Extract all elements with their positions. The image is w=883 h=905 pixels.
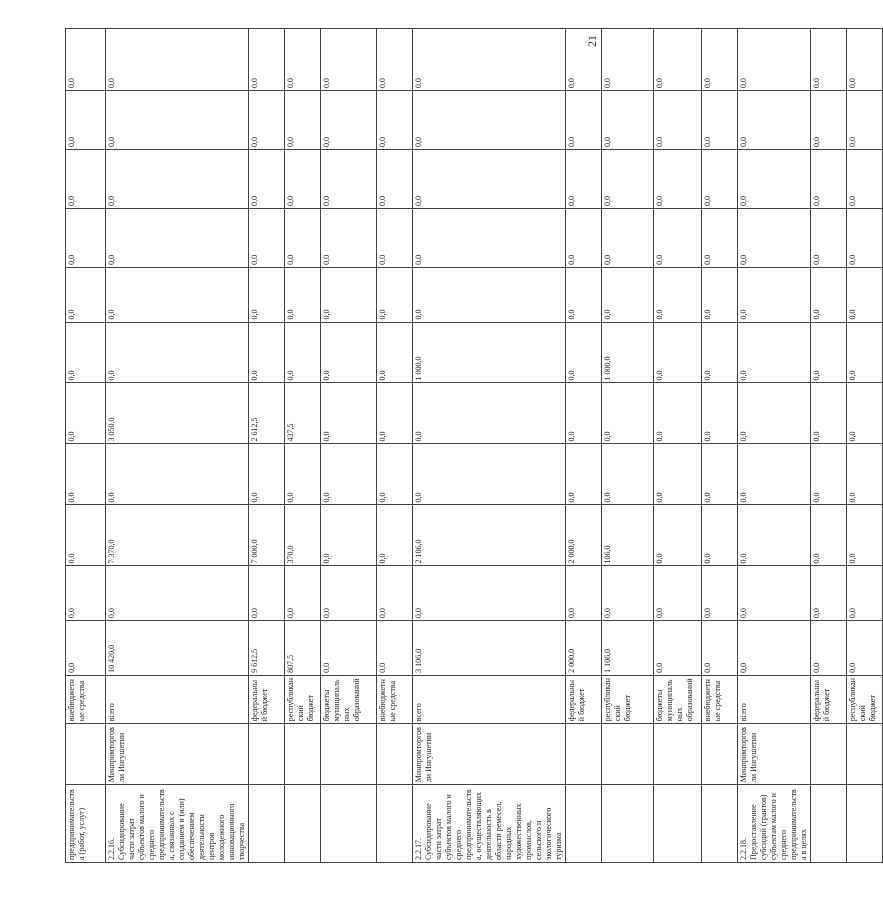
row-responsible-cell bbox=[321, 724, 377, 785]
value-cell: 0,0 bbox=[413, 444, 566, 505]
value-cell: 0,0 bbox=[377, 383, 413, 444]
row-responsible-cell bbox=[249, 724, 285, 785]
value-cell: 0,0 bbox=[285, 566, 321, 621]
value-cell: 0,0 bbox=[811, 383, 847, 444]
row-responsible-cell: Минпромторговли Ингушетии bbox=[106, 724, 249, 785]
value-cell: 1 000,0 bbox=[602, 322, 654, 383]
value-cell: 0,0 bbox=[106, 322, 249, 383]
value-cell: 0,0 bbox=[702, 566, 738, 621]
row-responsible-cell: Минпромторговли Ингушетии bbox=[738, 724, 811, 785]
value-cell: 0,0 bbox=[602, 444, 654, 505]
row-source-cell: федеральный бюджет bbox=[811, 675, 847, 723]
value-cell: 0,0 bbox=[702, 444, 738, 505]
value-cell: 0,0 bbox=[377, 566, 413, 621]
value-cell: 0,0 bbox=[66, 444, 106, 505]
value-cell: 0,0 bbox=[66, 383, 106, 444]
value-cell: 0,0 bbox=[847, 505, 883, 566]
value-cell: 0,0 bbox=[847, 383, 883, 444]
value-cell: 0,0 bbox=[321, 29, 377, 91]
value-cell: 0,0 bbox=[811, 322, 847, 383]
value-cell: 0,0 bbox=[285, 322, 321, 383]
value-cell: 0,0 bbox=[377, 505, 413, 566]
value-cell: 0,0 bbox=[602, 208, 654, 267]
value-cell: 0,0 bbox=[847, 29, 883, 91]
row-source-cell: всего bbox=[106, 675, 249, 723]
value-cell: 0,0 bbox=[66, 621, 106, 676]
page-number: 21 bbox=[585, 35, 599, 47]
value-cell: 1 106,0 bbox=[602, 621, 654, 676]
row-responsible-cell bbox=[377, 724, 413, 785]
value-cell: 0,0 bbox=[106, 150, 249, 209]
value-cell: 0,0 bbox=[413, 566, 566, 621]
value-cell: 0,0 bbox=[285, 267, 321, 322]
table-row bbox=[602, 29, 654, 863]
row-source-cell: бюджеты муниципальных образований bbox=[654, 675, 702, 723]
value-cell: 0,0 bbox=[738, 322, 811, 383]
value-cell: 0,0 bbox=[66, 208, 106, 267]
value-cell: 0,0 bbox=[654, 322, 702, 383]
value-cell: 0,0 bbox=[106, 208, 249, 267]
value-cell: 0,0 bbox=[811, 621, 847, 676]
value-cell: 0,0 bbox=[602, 29, 654, 91]
table-row bbox=[847, 29, 883, 863]
value-cell: 0,0 bbox=[847, 267, 883, 322]
row-name-cell: 2.2.16. Субсидирование части затрат субъектов малого и среднего предпринимательства, связанных с созданием и (или) обеспечением деятельности центров молодежного инновационного творчества bbox=[106, 785, 249, 863]
value-cell: 0,0 bbox=[285, 208, 321, 267]
table-row bbox=[377, 29, 413, 863]
row-source-cell: республиканский бюджет bbox=[285, 675, 321, 723]
value-cell: 0,0 bbox=[738, 444, 811, 505]
value-cell: 7 370,0 bbox=[106, 505, 249, 566]
value-cell: 10 420,0 bbox=[106, 621, 249, 676]
value-cell: 0,0 bbox=[321, 621, 377, 676]
value-cell: 0,0 bbox=[106, 566, 249, 621]
value-cell: 3 050,0 bbox=[106, 383, 249, 444]
value-cell: 9 612,5 bbox=[249, 621, 285, 676]
row-source-cell: бюджеты муниципальных образований bbox=[321, 675, 377, 723]
row-source-cell: республиканский бюджет bbox=[602, 675, 654, 723]
value-cell: 0,0 bbox=[654, 505, 702, 566]
table-row bbox=[321, 29, 377, 863]
value-cell: 0,0 bbox=[377, 29, 413, 91]
value-cell: 0,0 bbox=[654, 267, 702, 322]
row-responsible-cell bbox=[702, 724, 738, 785]
row-name-cell: 2.2.17. Субсидирование части затрат субъектов малого и среднего предпринимательства, осуществляющих деятельность в области ремесел, народных художественных промыслов, сельского и экологического туризма bbox=[413, 785, 566, 863]
budget-table bbox=[65, 28, 883, 863]
value-cell: 0,0 bbox=[738, 505, 811, 566]
value-cell: 0,0 bbox=[321, 444, 377, 505]
row-name-cell bbox=[566, 785, 602, 863]
value-cell: 0,0 bbox=[321, 383, 377, 444]
value-cell: 0,0 bbox=[66, 566, 106, 621]
value-cell: 0,0 bbox=[847, 208, 883, 267]
value-cell: 0,0 bbox=[66, 150, 106, 209]
row-source-cell: внебюджетные средства bbox=[702, 675, 738, 723]
value-cell: 0,0 bbox=[702, 267, 738, 322]
value-cell: 0,0 bbox=[413, 208, 566, 267]
value-cell: 0,0 bbox=[738, 383, 811, 444]
value-cell: 2 106,0 bbox=[413, 505, 566, 566]
row-responsible-cell bbox=[847, 724, 883, 785]
value-cell: 0,0 bbox=[602, 566, 654, 621]
value-cell: 0,0 bbox=[106, 444, 249, 505]
value-cell: 0,0 bbox=[377, 322, 413, 383]
value-cell: 0,0 bbox=[738, 29, 811, 91]
value-cell: 0,0 bbox=[249, 322, 285, 383]
value-cell: 0,0 bbox=[702, 621, 738, 676]
value-cell: 0,0 bbox=[566, 444, 602, 505]
value-cell: 0,0 bbox=[413, 150, 566, 209]
value-cell: 807,5 bbox=[285, 621, 321, 676]
row-source-cell: всего bbox=[413, 675, 566, 723]
value-cell: 0,0 bbox=[738, 208, 811, 267]
value-cell: 0,0 bbox=[377, 444, 413, 505]
value-cell: 0,0 bbox=[66, 505, 106, 566]
value-cell: 2 000,0 bbox=[566, 621, 602, 676]
value-cell: 0,0 bbox=[811, 505, 847, 566]
value-cell: 0,0 bbox=[738, 621, 811, 676]
value-cell: 0,0 bbox=[702, 208, 738, 267]
row-name-cell bbox=[249, 785, 285, 863]
row-source-cell: федеральный бюджет bbox=[249, 675, 285, 723]
value-cell: 0,0 bbox=[249, 444, 285, 505]
row-name-cell bbox=[847, 785, 883, 863]
value-cell: 0,0 bbox=[413, 29, 566, 91]
value-cell: 0,0 bbox=[377, 267, 413, 322]
value-cell: 0,0 bbox=[321, 267, 377, 322]
row-source-cell: внебюджетные средства bbox=[66, 675, 106, 723]
value-cell: 0,0 bbox=[377, 208, 413, 267]
value-cell: 0,0 bbox=[847, 322, 883, 383]
table-row bbox=[654, 29, 702, 863]
value-cell: 0,0 bbox=[654, 208, 702, 267]
row-name-cell bbox=[811, 785, 847, 863]
value-cell: 0,0 bbox=[738, 267, 811, 322]
row-responsible-cell bbox=[602, 724, 654, 785]
value-cell: 0,0 bbox=[321, 208, 377, 267]
value-cell: 0,0 bbox=[106, 29, 249, 91]
row-source-cell: республиканский бюджет bbox=[847, 675, 883, 723]
row-responsible-cell bbox=[66, 724, 106, 785]
row-name-cell bbox=[654, 785, 702, 863]
value-cell: 0,0 bbox=[321, 91, 377, 150]
value-cell: 0,0 bbox=[285, 91, 321, 150]
value-cell: 0,0 bbox=[66, 91, 106, 150]
value-cell: 0,0 bbox=[702, 29, 738, 91]
value-cell: 0,0 bbox=[321, 150, 377, 209]
value-cell: 0,0 bbox=[566, 208, 602, 267]
row-source-cell: федеральный бюджет bbox=[566, 675, 602, 723]
value-cell: 0,0 bbox=[66, 267, 106, 322]
row-name-cell bbox=[602, 785, 654, 863]
value-cell: 0,0 bbox=[106, 267, 249, 322]
value-cell: 0,0 bbox=[654, 29, 702, 91]
value-cell: 0,0 bbox=[566, 29, 602, 91]
row-name-cell: 2.2.18. Предоставление субсидий (грантов) субъектам малого и среднего предпринимательства в целях bbox=[738, 785, 811, 863]
value-cell: 0,0 bbox=[285, 29, 321, 91]
value-cell: 2 612,5 bbox=[249, 383, 285, 444]
value-cell: 0,0 bbox=[811, 444, 847, 505]
value-cell: 0,0 bbox=[321, 322, 377, 383]
value-cell: 0,0 bbox=[847, 150, 883, 209]
row-name-cell bbox=[285, 785, 321, 863]
value-cell: 0,0 bbox=[654, 566, 702, 621]
value-cell: 0,0 bbox=[702, 383, 738, 444]
value-cell: 0,0 bbox=[106, 91, 249, 150]
value-cell: 0,0 bbox=[602, 267, 654, 322]
value-cell: 0,0 bbox=[811, 566, 847, 621]
value-cell: 0,0 bbox=[413, 91, 566, 150]
table-row bbox=[811, 29, 847, 863]
value-cell: 0,0 bbox=[249, 150, 285, 209]
value-cell: 0,0 bbox=[702, 150, 738, 209]
value-cell: 0,0 bbox=[654, 621, 702, 676]
table-row bbox=[702, 29, 738, 863]
value-cell: 0,0 bbox=[66, 322, 106, 383]
row-name-cell bbox=[377, 785, 413, 863]
row-responsible-cell bbox=[811, 724, 847, 785]
value-cell: 0,0 bbox=[566, 383, 602, 444]
value-cell: 0,0 bbox=[321, 505, 377, 566]
row-responsible-cell: Минпромторговли Ингушетии bbox=[413, 724, 566, 785]
table-row bbox=[285, 29, 321, 863]
rotated-table-container bbox=[65, 28, 877, 863]
row-name-cell bbox=[702, 785, 738, 863]
value-cell: 0,0 bbox=[285, 444, 321, 505]
value-cell: 0,0 bbox=[566, 91, 602, 150]
value-cell: 0,0 bbox=[566, 267, 602, 322]
value-cell: 0,0 bbox=[413, 383, 566, 444]
value-cell: 2 000,0 bbox=[566, 505, 602, 566]
value-cell: 0,0 bbox=[566, 150, 602, 209]
row-name-cell bbox=[321, 785, 377, 863]
value-cell: 0,0 bbox=[654, 383, 702, 444]
table-row bbox=[66, 29, 106, 863]
value-cell: 0,0 bbox=[602, 91, 654, 150]
row-responsible-cell bbox=[566, 724, 602, 785]
row-source-cell: всего bbox=[738, 675, 811, 723]
row-responsible-cell bbox=[285, 724, 321, 785]
value-cell: 0,0 bbox=[847, 566, 883, 621]
value-cell: 0,0 bbox=[249, 29, 285, 91]
value-cell: 7 000,0 bbox=[249, 505, 285, 566]
value-cell: 0,0 bbox=[654, 91, 702, 150]
value-cell: 1 000,0 bbox=[413, 322, 566, 383]
value-cell: 106,0 bbox=[602, 505, 654, 566]
value-cell: 0,0 bbox=[602, 150, 654, 209]
value-cell: 0,0 bbox=[702, 322, 738, 383]
value-cell: 0,0 bbox=[847, 621, 883, 676]
value-cell: 0,0 bbox=[738, 566, 811, 621]
value-cell: 370,0 bbox=[285, 505, 321, 566]
value-cell: 0,0 bbox=[811, 267, 847, 322]
value-cell: 0,0 bbox=[377, 150, 413, 209]
value-cell: 0,0 bbox=[602, 383, 654, 444]
value-cell: 437,5 bbox=[285, 383, 321, 444]
row-name-cell: предпринимательства (работ, услуг) bbox=[66, 785, 106, 863]
row-responsible-cell bbox=[654, 724, 702, 785]
value-cell: 0,0 bbox=[566, 322, 602, 383]
value-cell: 0,0 bbox=[377, 621, 413, 676]
value-cell: 0,0 bbox=[321, 566, 377, 621]
table-row bbox=[106, 29, 249, 863]
value-cell: 0,0 bbox=[249, 91, 285, 150]
value-cell: 0,0 bbox=[566, 566, 602, 621]
value-cell: 0,0 bbox=[847, 444, 883, 505]
value-cell: 0,0 bbox=[811, 150, 847, 209]
value-cell: 0,0 bbox=[811, 208, 847, 267]
value-cell: 0,0 bbox=[249, 208, 285, 267]
value-cell: 0,0 bbox=[654, 150, 702, 209]
table-row bbox=[249, 29, 285, 863]
value-cell: 0,0 bbox=[702, 505, 738, 566]
value-cell: 0,0 bbox=[738, 150, 811, 209]
value-cell: 0,0 bbox=[249, 267, 285, 322]
value-cell: 0,0 bbox=[285, 150, 321, 209]
value-cell: 0,0 bbox=[654, 444, 702, 505]
table-row bbox=[566, 29, 602, 863]
table-row bbox=[738, 29, 811, 863]
row-source-cell: внебюджетные средства bbox=[377, 675, 413, 723]
value-cell: 0,0 bbox=[847, 91, 883, 150]
value-cell: 3 106,0 bbox=[413, 621, 566, 676]
value-cell: 0,0 bbox=[702, 91, 738, 150]
value-cell: 0,0 bbox=[738, 91, 811, 150]
table-row bbox=[413, 29, 566, 863]
value-cell: 0,0 bbox=[811, 29, 847, 91]
value-cell: 0,0 bbox=[811, 91, 847, 150]
value-cell: 0,0 bbox=[413, 267, 566, 322]
value-cell: 0,0 bbox=[377, 91, 413, 150]
value-cell: 0,0 bbox=[249, 566, 285, 621]
value-cell: 0,0 bbox=[66, 29, 106, 91]
